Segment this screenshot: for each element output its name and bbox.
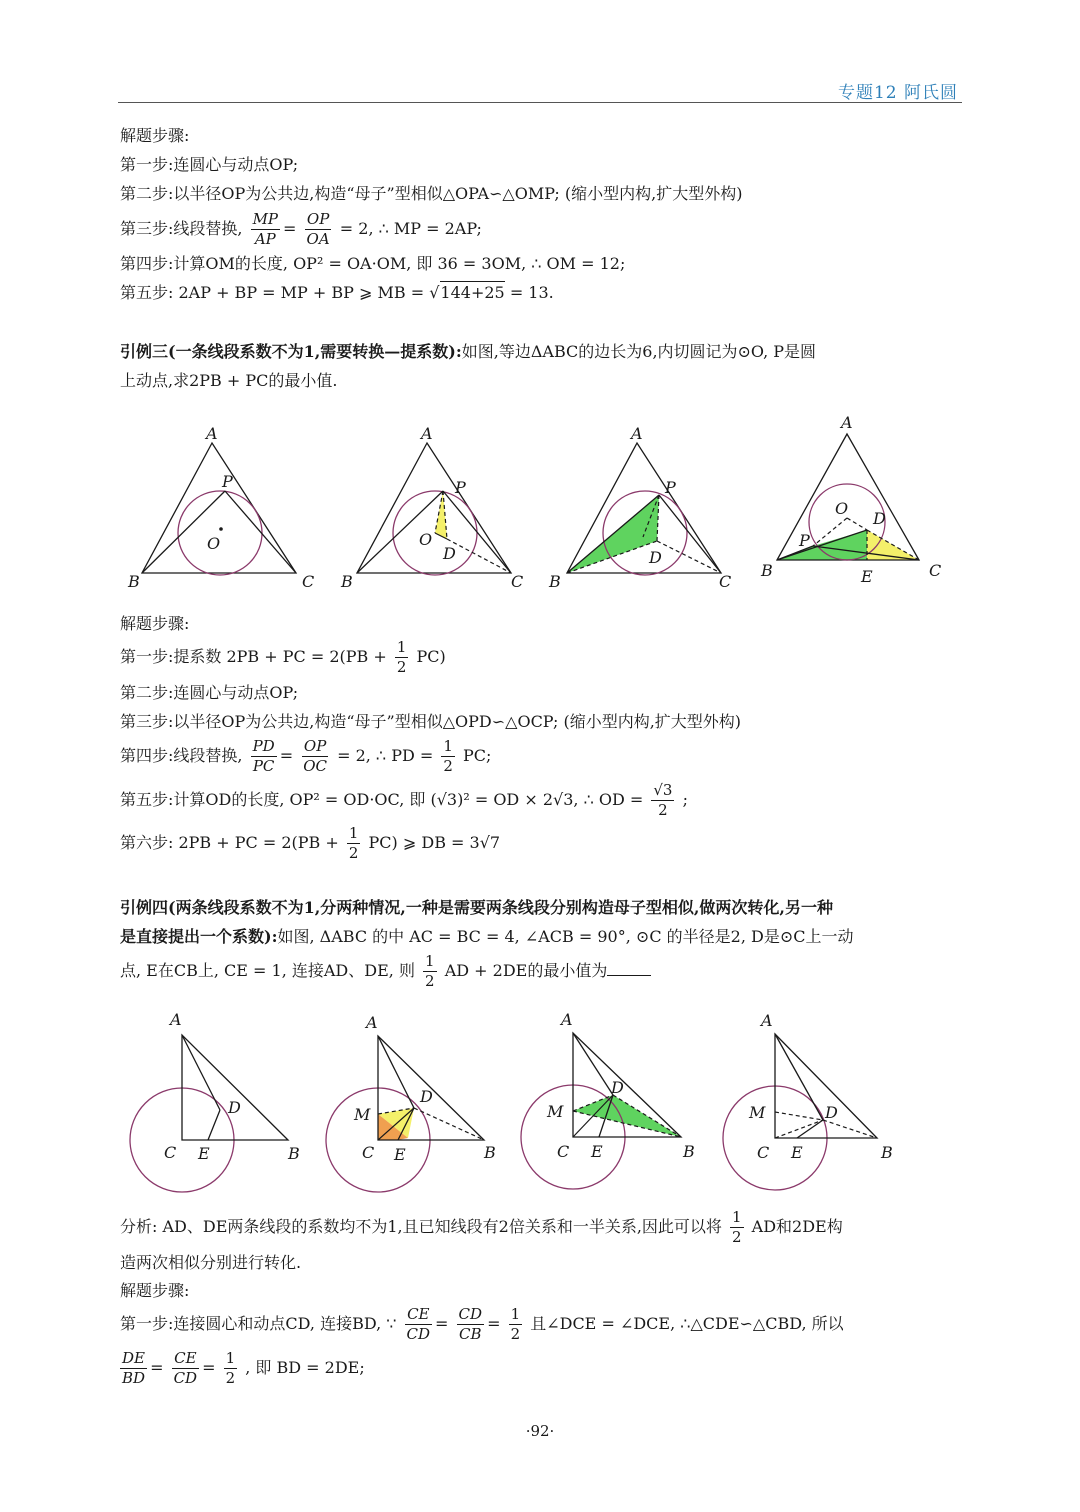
figure-incircle-2 (335, 415, 535, 599)
label-b: B (288, 1144, 300, 1163)
step-line: 第四步:线段替换, $\frac{PD}{PC}$ = $\frac{OP}{OC}$ = 2, ∴ PD = $\frac{1}{2}$ PC; (120, 737, 492, 775)
label-a: A (761, 1011, 773, 1030)
step-text: , 即 BD = 2DE; (245, 1358, 365, 1377)
label-p: P (455, 478, 466, 497)
denominator: 2 (396, 658, 407, 676)
step-line (120, 826, 964, 861)
figure-incircle-4 (755, 410, 955, 594)
example-body: 如图, ΔABC 的中 AC = BC = 4, ∠ACB = 90°, ⊙C 的半径是2, D是⊙C上一动 (277, 927, 854, 946)
step-line: 第五步: 2AP + BP = MP + BP ⩾ MB = √144+25 = 13. (120, 283, 554, 302)
numerator: OP (306, 210, 330, 228)
label-e: E (198, 1144, 210, 1163)
denominator: BD (122, 1369, 146, 1387)
steps-title: 解题步骤: (120, 126, 190, 145)
label-c: C (511, 572, 524, 591)
label-c: C (557, 1142, 570, 1161)
sqrt-radicand: 144+25 (440, 283, 505, 302)
label-a: A (841, 413, 853, 432)
label-e: E (861, 567, 873, 586)
label-p: P (222, 472, 233, 491)
step-line (120, 782, 964, 818)
fraction (251, 212, 280, 247)
fraction (405, 1307, 433, 1342)
label-d: D (443, 544, 456, 563)
label-m: M (547, 1102, 564, 1121)
label-b: B (341, 572, 353, 591)
fraction (457, 1307, 485, 1342)
example-body: 如图,等边ΔABC的边长为6,内切圆记为⊙O, P是圆 (461, 342, 817, 361)
numerator: CD (458, 1305, 483, 1323)
example-body: 点, E在CB上, CE = 1, 连接AD、DE, 则 (120, 961, 415, 980)
step-text: 第一步:提系数 2PB + PC = 2(PB + (120, 647, 387, 666)
label-a: A (561, 1010, 573, 1029)
denominator: OA (306, 230, 330, 248)
fraction (730, 1210, 744, 1245)
figure-incircle-3 (545, 415, 745, 599)
fraction (305, 212, 332, 247)
label-b: B (128, 572, 140, 591)
segment-pc (225, 491, 296, 573)
fraction (509, 1307, 523, 1342)
numerator: MP (252, 210, 279, 228)
figure-right-triangle-4 (715, 1008, 915, 1197)
denominator: CD (406, 1325, 431, 1343)
fraction (423, 954, 437, 989)
denominator: 2 (348, 844, 359, 862)
label-a: A (366, 1013, 378, 1032)
numerator: 1 (732, 1208, 742, 1226)
step-text: PC) (416, 647, 446, 666)
step-line (120, 640, 964, 675)
fraction (172, 1351, 200, 1386)
numerator: 1 (425, 952, 435, 970)
page-header-title: 专题12 阿氏圆 (837, 83, 958, 103)
numerator: √3 (653, 781, 673, 799)
figure-incircle-1 (120, 415, 320, 599)
denominator: PC (252, 757, 275, 775)
label-p: P (665, 478, 676, 497)
steps-title: 解题步骤: (120, 1281, 190, 1300)
step-text: = 2, ∴ PD = (337, 746, 434, 765)
denominator: CD (173, 1369, 198, 1387)
label-c: C (757, 1143, 770, 1162)
numerator: DE (122, 1349, 146, 1367)
steps-title: 解题步骤: (120, 614, 190, 633)
label-o: O (419, 530, 433, 549)
segment-pb (142, 491, 225, 573)
step-text: = 2, ∴ MP = 2AP; (339, 219, 482, 238)
example-text (120, 954, 964, 989)
fraction (301, 739, 329, 774)
label-d: D (873, 509, 886, 528)
analysis-body: 分析: AD、DE两条线段的系数均不为1,且已知线段有2倍关系和一半关系,因此可以将 (120, 1217, 722, 1236)
step-text: 第五步:计算OD的长度, OP² = OD·OC, 即 (√3)² = OD × 2√3, ∴ OD = (120, 790, 644, 809)
denominator: 2 (443, 757, 453, 775)
label-a: A (421, 424, 433, 443)
numerator: CE (407, 1305, 430, 1323)
figure-right-triangle-2 (318, 1010, 518, 1199)
step-line: 第三步:以半径OP为公共边,构造“母子”型相似△OPD∽△OCP; (缩小型内构,扩大型外构) (120, 712, 742, 731)
step-text: PC) ⩾ DB = 3√7 (368, 833, 501, 852)
page-number: ·92· (525, 1422, 555, 1440)
label-c: C (164, 1143, 177, 1162)
step-text: 第五步: 2AP + BP = MP + BP ⩾ MB = (120, 283, 425, 302)
numerator: 1 (225, 1349, 236, 1367)
step-text: PC; (463, 746, 492, 765)
label-d: D (228, 1098, 241, 1117)
label-p: P (799, 531, 810, 550)
label-e: E (791, 1143, 803, 1162)
denominator: 2 (225, 1369, 236, 1387)
step-line: 第四步:计算OM的长度, OP² = OA·OM, 即 36 = 3OM, ∴ OM = 12; (120, 254, 626, 273)
fraction (651, 783, 674, 818)
analysis-text (120, 1210, 964, 1245)
fraction (347, 826, 361, 861)
example-body: AD + 2DE的最小值为 (444, 961, 608, 980)
label-o: O (835, 499, 849, 518)
label-o: O (207, 534, 221, 553)
label-b: B (761, 561, 773, 580)
fraction (441, 739, 455, 774)
step-line: 第一步:连圆心与动点OP; (120, 155, 299, 174)
step-line: $\frac{DE}{BD}$ = $\frac{CE}{CD}$ = $\frac{1}{2}$ , 即 BD = 2DE; (122, 1349, 365, 1387)
triangle-abc (142, 443, 296, 573)
label-b: B (881, 1143, 893, 1162)
numerator: 1 (348, 824, 359, 842)
figure-right-triangle-1 (120, 1005, 320, 1194)
label-c: C (719, 572, 732, 591)
label-d: D (420, 1087, 433, 1106)
denominator: 2 (425, 972, 435, 990)
label-b: B (549, 572, 561, 591)
analysis-body: AD和2DE构 (751, 1217, 843, 1236)
fraction (251, 739, 277, 774)
example-title: 引例四(两条线段系数不为1,分两种情况,一种是需要两条线段分别构造母子型相似,做两次转化,另一种 (120, 898, 833, 917)
denominator: 2 (732, 1228, 742, 1246)
denominator: OC (303, 757, 327, 775)
label-a: A (631, 424, 643, 443)
step-text: 第四步:线段替换, (120, 746, 243, 765)
center-point (219, 527, 223, 531)
example-title: 是直接提出一个系数): (120, 927, 278, 946)
denominator: AP (254, 230, 276, 248)
label-m: M (354, 1105, 371, 1124)
example-text (120, 340, 964, 364)
label-c: C (362, 1143, 375, 1162)
figure-right-triangle-3 (515, 1005, 715, 1194)
denominator: CB (459, 1325, 482, 1343)
label-c: C (302, 572, 315, 591)
step-text: ; (682, 790, 688, 809)
answer-blank (607, 975, 651, 976)
label-d: D (825, 1103, 838, 1122)
label-m: M (749, 1103, 766, 1122)
step-line: 第一步:连接圆心和动点CD, 连接BD, ∵ $\frac{CE}{CD}$ = $\frac{CD}{CB}$ = $\frac{1}{2}$ 且∠DCE = ∠DCE, ∴△CDE∽△CBD, 所以 (120, 1305, 844, 1343)
numerator: PD (252, 737, 275, 755)
example-title: 引例三(一条线段系数不为1,需要转换—提系数): (120, 342, 462, 361)
numerator: 1 (443, 737, 453, 755)
label-b: B (683, 1142, 695, 1161)
step-text: 且∠DCE = ∠DCE, ∴△CDE∽△CBD, 所以 (530, 1314, 844, 1333)
step-text: 第三步:线段替换, (120, 219, 243, 238)
example-text (120, 925, 964, 949)
label-d: D (611, 1078, 624, 1097)
numerator: CE (174, 1349, 197, 1367)
analysis-text: 造两次相似分别进行转化. (120, 1253, 302, 1272)
denominator: 2 (510, 1325, 521, 1343)
numerator: OP (303, 737, 327, 755)
fraction (224, 1351, 238, 1386)
incircle (178, 491, 262, 575)
header-rule (118, 102, 962, 103)
label-a: A (206, 424, 218, 443)
label-e: E (591, 1142, 603, 1161)
step-text: 第六步: 2PB + PC = 2(PB + (120, 833, 339, 852)
label-d: D (649, 548, 662, 567)
fraction (395, 640, 409, 675)
numerator: 1 (396, 638, 407, 656)
denominator: 2 (658, 801, 668, 819)
label-c: C (929, 561, 942, 580)
fraction (120, 1351, 147, 1386)
example-text: 上动点,求2PB + PC的最小值. (120, 371, 338, 390)
step-line: 第二步:连圆心与动点OP; (120, 683, 299, 702)
step-text: 第一步:连接圆心和动点CD, 连接BD, ∵ (120, 1314, 397, 1333)
label-a: A (170, 1010, 182, 1029)
step-line: 第二步:以半径OP为公共边,构造“母子”型相似△OPA∽△OMP; (缩小型内构,扩大型外构) (120, 184, 743, 203)
step-text: = 13. (509, 283, 554, 302)
label-b: B (484, 1143, 496, 1162)
label-e: E (394, 1145, 406, 1164)
numerator: 1 (510, 1305, 521, 1323)
step-line: 第三步:线段替换, $\frac{MP}{AP}$ = $\frac{OP}{OA}$ = 2, ∴ MP = 2AP; (120, 210, 482, 248)
